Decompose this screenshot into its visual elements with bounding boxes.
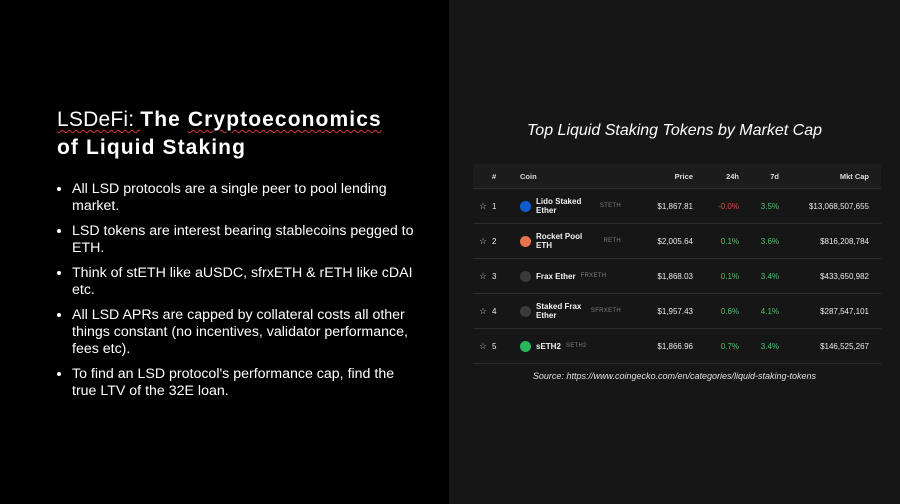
header-24h[interactable]: 24h xyxy=(694,164,740,189)
rank-cell: 3 xyxy=(490,259,519,294)
rank-cell: 4 xyxy=(490,294,519,329)
bullet-item: • LSD tokens are interest bearing stablecoins pegged to ETH. xyxy=(72,222,422,257)
coin-name[interactable]: Frax Ether xyxy=(536,271,576,281)
bullet-item: • All LSD protocols are a single peer to pool lending market. xyxy=(72,180,422,215)
change-7d-cell: 4.1% xyxy=(740,294,780,329)
table-row[interactable] xyxy=(473,189,881,224)
frax-icon xyxy=(520,271,531,282)
table-row[interactable] xyxy=(473,329,881,364)
header-7d[interactable]: 7d xyxy=(740,164,780,189)
title-bold-2: Cryptoeconomics xyxy=(187,108,382,131)
price-cell: $1,867.81 xyxy=(622,189,694,224)
header-price[interactable]: Price xyxy=(622,164,694,189)
star-icon[interactable]: ☆ xyxy=(473,224,490,259)
bullet-item: • To find an LSD protocol's performance cap, find the true LTV of the 32E loan. xyxy=(72,365,422,400)
table-header-row xyxy=(473,164,881,189)
change-24h-cell: 0.6% xyxy=(694,294,740,329)
coin-cell[interactable] xyxy=(519,224,622,259)
title-prefix: LSDeFi: xyxy=(57,108,141,131)
table-title: Top Liquid Staking Tokens by Market Cap xyxy=(527,122,822,139)
bullet-item: • All LSD APRs are capped by collateral costs all other things constant (no incentives, validator performance, fees etc). xyxy=(72,306,422,358)
coin-cell[interactable] xyxy=(519,189,622,224)
change-7d-cell: 3.4% xyxy=(740,259,780,294)
header-coin[interactable]: Coin xyxy=(519,164,622,189)
market-cap-cell: $146,525,267 xyxy=(780,329,881,364)
bullet-list xyxy=(52,180,422,407)
title-bold-1: The xyxy=(140,108,188,131)
coin-cell[interactable] xyxy=(519,329,622,364)
price-cell: $1,957.43 xyxy=(622,294,694,329)
price-cell: $1,866.96 xyxy=(622,329,694,364)
rocket-pool-icon xyxy=(520,236,531,247)
coin-symbol: SFRXETH xyxy=(590,308,621,314)
table-row[interactable] xyxy=(473,294,881,329)
rank-cell: 2 xyxy=(490,224,519,259)
stakewise-icon xyxy=(520,341,531,352)
header-mkt-cap[interactable]: Mkt Cap xyxy=(780,164,881,189)
star-icon[interactable]: ☆ xyxy=(473,189,490,224)
coin-symbol: RETH xyxy=(603,238,621,244)
price-cell: $1,868.03 xyxy=(622,259,694,294)
coin-name[interactable]: Staked Frax Ether xyxy=(536,302,582,320)
header-rank[interactable]: # xyxy=(490,164,519,189)
table-body xyxy=(473,189,881,364)
star-icon[interactable]: ☆ xyxy=(473,259,490,294)
coin-name[interactable]: Rocket Pool ETH xyxy=(536,232,583,250)
price-cell: $2,005.64 xyxy=(622,224,694,259)
change-24h-cell: 0.1% xyxy=(694,259,740,294)
coin-symbol: FRXETH xyxy=(580,273,607,279)
market-cap-cell: $287,547,101 xyxy=(780,294,881,329)
market-cap-cell: $13,068,507,655 xyxy=(780,189,881,224)
coin-symbol: STETH xyxy=(599,203,621,209)
source-caption: Source: https://www.coingecko.com/en/categories/liquid-staking-tokens xyxy=(532,371,817,381)
change-24h-cell: -0.0% xyxy=(694,189,740,224)
left-panel xyxy=(0,0,449,504)
coins-table xyxy=(473,164,881,364)
coin-name[interactable]: sETH2 xyxy=(536,341,561,351)
star-icon[interactable]: ☆ xyxy=(473,294,490,329)
rank-cell: 5 xyxy=(490,329,519,364)
market-cap-cell: $433,650,982 xyxy=(780,259,881,294)
frax-icon xyxy=(520,306,531,317)
slide-title xyxy=(57,106,437,162)
coin-cell[interactable] xyxy=(519,294,622,329)
coin-cell[interactable] xyxy=(519,259,622,294)
lido-icon xyxy=(520,201,531,212)
change-7d-cell: 3.6% xyxy=(740,224,780,259)
header-star xyxy=(473,164,490,189)
change-24h-cell: 0.7% xyxy=(694,329,740,364)
table-row[interactable] xyxy=(473,259,881,294)
table-row[interactable] xyxy=(473,224,881,259)
coin-symbol: SETH2 xyxy=(565,343,587,349)
rank-cell: 1 xyxy=(490,189,519,224)
star-icon[interactable]: ☆ xyxy=(473,329,490,364)
market-cap-cell: $816,208,784 xyxy=(780,224,881,259)
coin-name[interactable]: Lido Staked Ether xyxy=(536,197,582,215)
title-bold-3: of Liquid Staking xyxy=(57,136,247,159)
bullet-item: • Think of stETH like aUSDC, sfrxETH & rETH like cDAI etc. xyxy=(72,264,422,299)
change-7d-cell: 3.4% xyxy=(740,329,780,364)
change-7d-cell: 3.5% xyxy=(740,189,780,224)
change-24h-cell: 0.1% xyxy=(694,224,740,259)
